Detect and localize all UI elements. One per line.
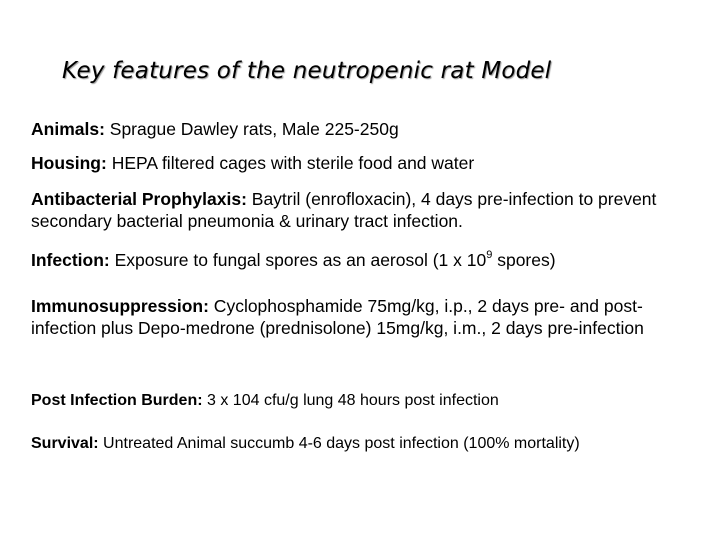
feature-survival [31,434,706,454]
feature-label: Immunosuppression: [31,296,209,316]
feature-post-infection-burden [31,391,706,411]
feature-text: HEPA filtered cages with sterile food and water [106,153,475,173]
feature-label: Infection: [31,250,110,270]
feature-text: Exposure to fungal spores as an aerosol (1 x 10 [109,250,487,270]
slide-title: Key features of the neutropenic rat Model [62,58,552,84]
feature-text: 3 x 104 cfu/g lung 48 hours post infection [202,392,499,409]
feature-label: Animals: [31,119,105,139]
feature-text: Cyclophosphamide 75mg/kg, i.p., 2 days pre- and post-infection plus Depo-medrone (prednisolone) 15mg/kg, i.m., 2 days pre-infection [31,296,644,338]
feature-text: Untreated Animal succumb 4-6 days post infection (100% mortality) [98,435,580,452]
feature-housing [31,152,706,174]
feature-animals [31,118,706,140]
feature-label: Housing: [31,153,107,173]
feature-immunosuppression [31,295,706,339]
feature-text: Baytril (enrofloxacin), 4 days pre-infection to prevent secondary bacterial pneumonia & urinary tract infection. [31,189,657,231]
feature-text-tail: spores) [492,250,556,270]
feature-infection [31,249,706,271]
feature-text: Sprague Dawley rats, Male 225-250g [104,119,399,139]
feature-label: Survival: [31,435,99,452]
feature-label: Antibacterial Prophylaxis: [31,189,247,209]
feature-antibacterial-prophylaxis [31,188,706,232]
exponent: 9 [486,249,493,262]
feature-label: Post Infection Burden: [31,392,203,409]
